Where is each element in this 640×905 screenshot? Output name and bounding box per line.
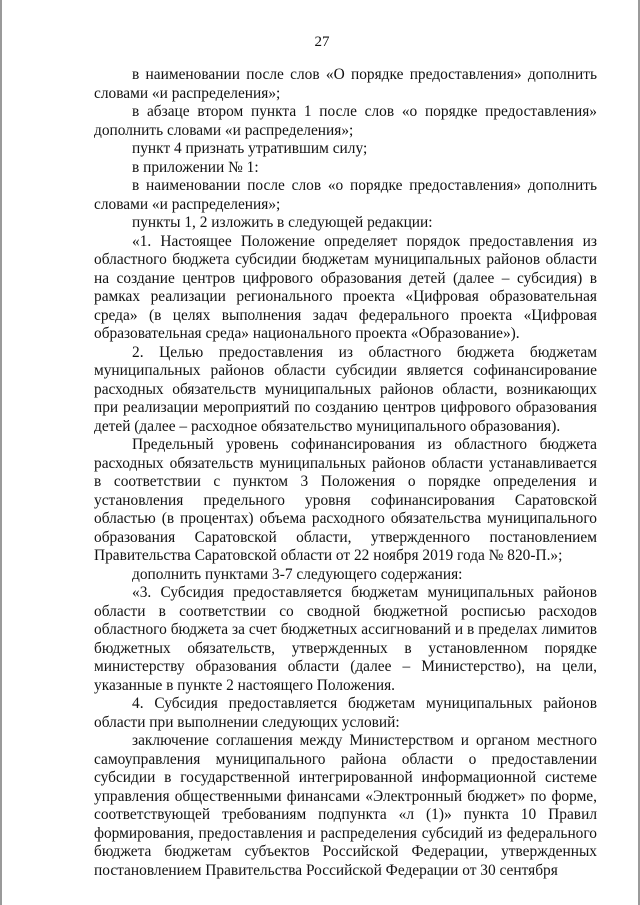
page-number: 27 xyxy=(314,34,330,50)
paragraph: в наименовании после слов «о порядке предоставления» дополнить словами «и распределения»; xyxy=(94,177,597,213)
paragraph: в приложении № 1: xyxy=(132,158,259,176)
paragraph: пункты 1, 2 изложить в следующей редакции: xyxy=(132,214,433,231)
paragraph: 2. Целью предоставления из областного бюджета бюджетам муниципальных районов области субсидии является софинансирование расходных обязательств муниципальных районов области, возникающих при реализации мероприятий по созданию центров цифрового образования детей (далее – расходное обязательство муниципального образования). xyxy=(94,343,597,435)
paragraph: заключение соглашения между Министерством и органом местного самоуправления муниципального района области о предоставлении субсидии в государственной интегрированной информационной системе управления общественными финансами «Электронный бюджет» по форме, соответствующей требованиям подпункта «л (1)» пункта 10 Правил формирования, предоставления и распределения субсидий из федерального бюджета бюджетам субъектов Российской Федерации, утвержденных постановлением Правительства Российской Федерации от 30 сентября xyxy=(94,732,597,879)
paragraph: «1. Настоящее Положение определяет порядок предоставления из областного бюджета субсидии бюджетам муниципальных районов области на создание центров цифрового образования детей (далее – субсидия) в рамках реализации регионального проекта «Цифровая образовательная среда» (в целях выполнения задач федерального проекта «Цифровая образовательная среда» национального проекта «Образование»). xyxy=(94,232,597,342)
paragraph: в наименовании после слов «О порядке предоставления» дополнить словами «и распределения»; xyxy=(94,66,597,102)
paragraph: в абзаце втором пункта 1 после слов «о порядке предоставления» дополнить словами «и распределения»; xyxy=(94,103,597,139)
paragraph: дополнить пунктами 3-7 следующего содержания: xyxy=(132,565,463,583)
paragraph: 4. Субсидия предоставляется бюджетам муниципальных районов области при выполнении следующих условий: xyxy=(94,695,597,731)
paragraph: «3. Субсидия предоставляется бюджетам муниципальных районов области в соответствии со сводной бюджетной росписью расходов областного бюджета за счет бюджетных ассигнований и в пределах лимитов бюджетных обязательств, утвержденных в установленном порядке министерству образования области (далее – Министерство), на цели, указанные в пункте 2 настоящего Положения. xyxy=(94,584,597,694)
paragraph: пункт 4 признать утратившим силу; xyxy=(132,140,368,157)
document-body xyxy=(94,66,597,880)
paragraph: Предельный уровень софинансирования из областного бюджета расходных обязательств муниципальных районов области устанавливается в соответствии с пунктом 3 Положения о порядке определения и установления предельного уровня софинансирования Саратовской областью (в процентах) объема расходного обязательства муниципального образования Саратовской области, утвержденного постановлением Правительства Саратовской области от 22 ноября 2019 года № 820-П.»; xyxy=(94,436,597,564)
